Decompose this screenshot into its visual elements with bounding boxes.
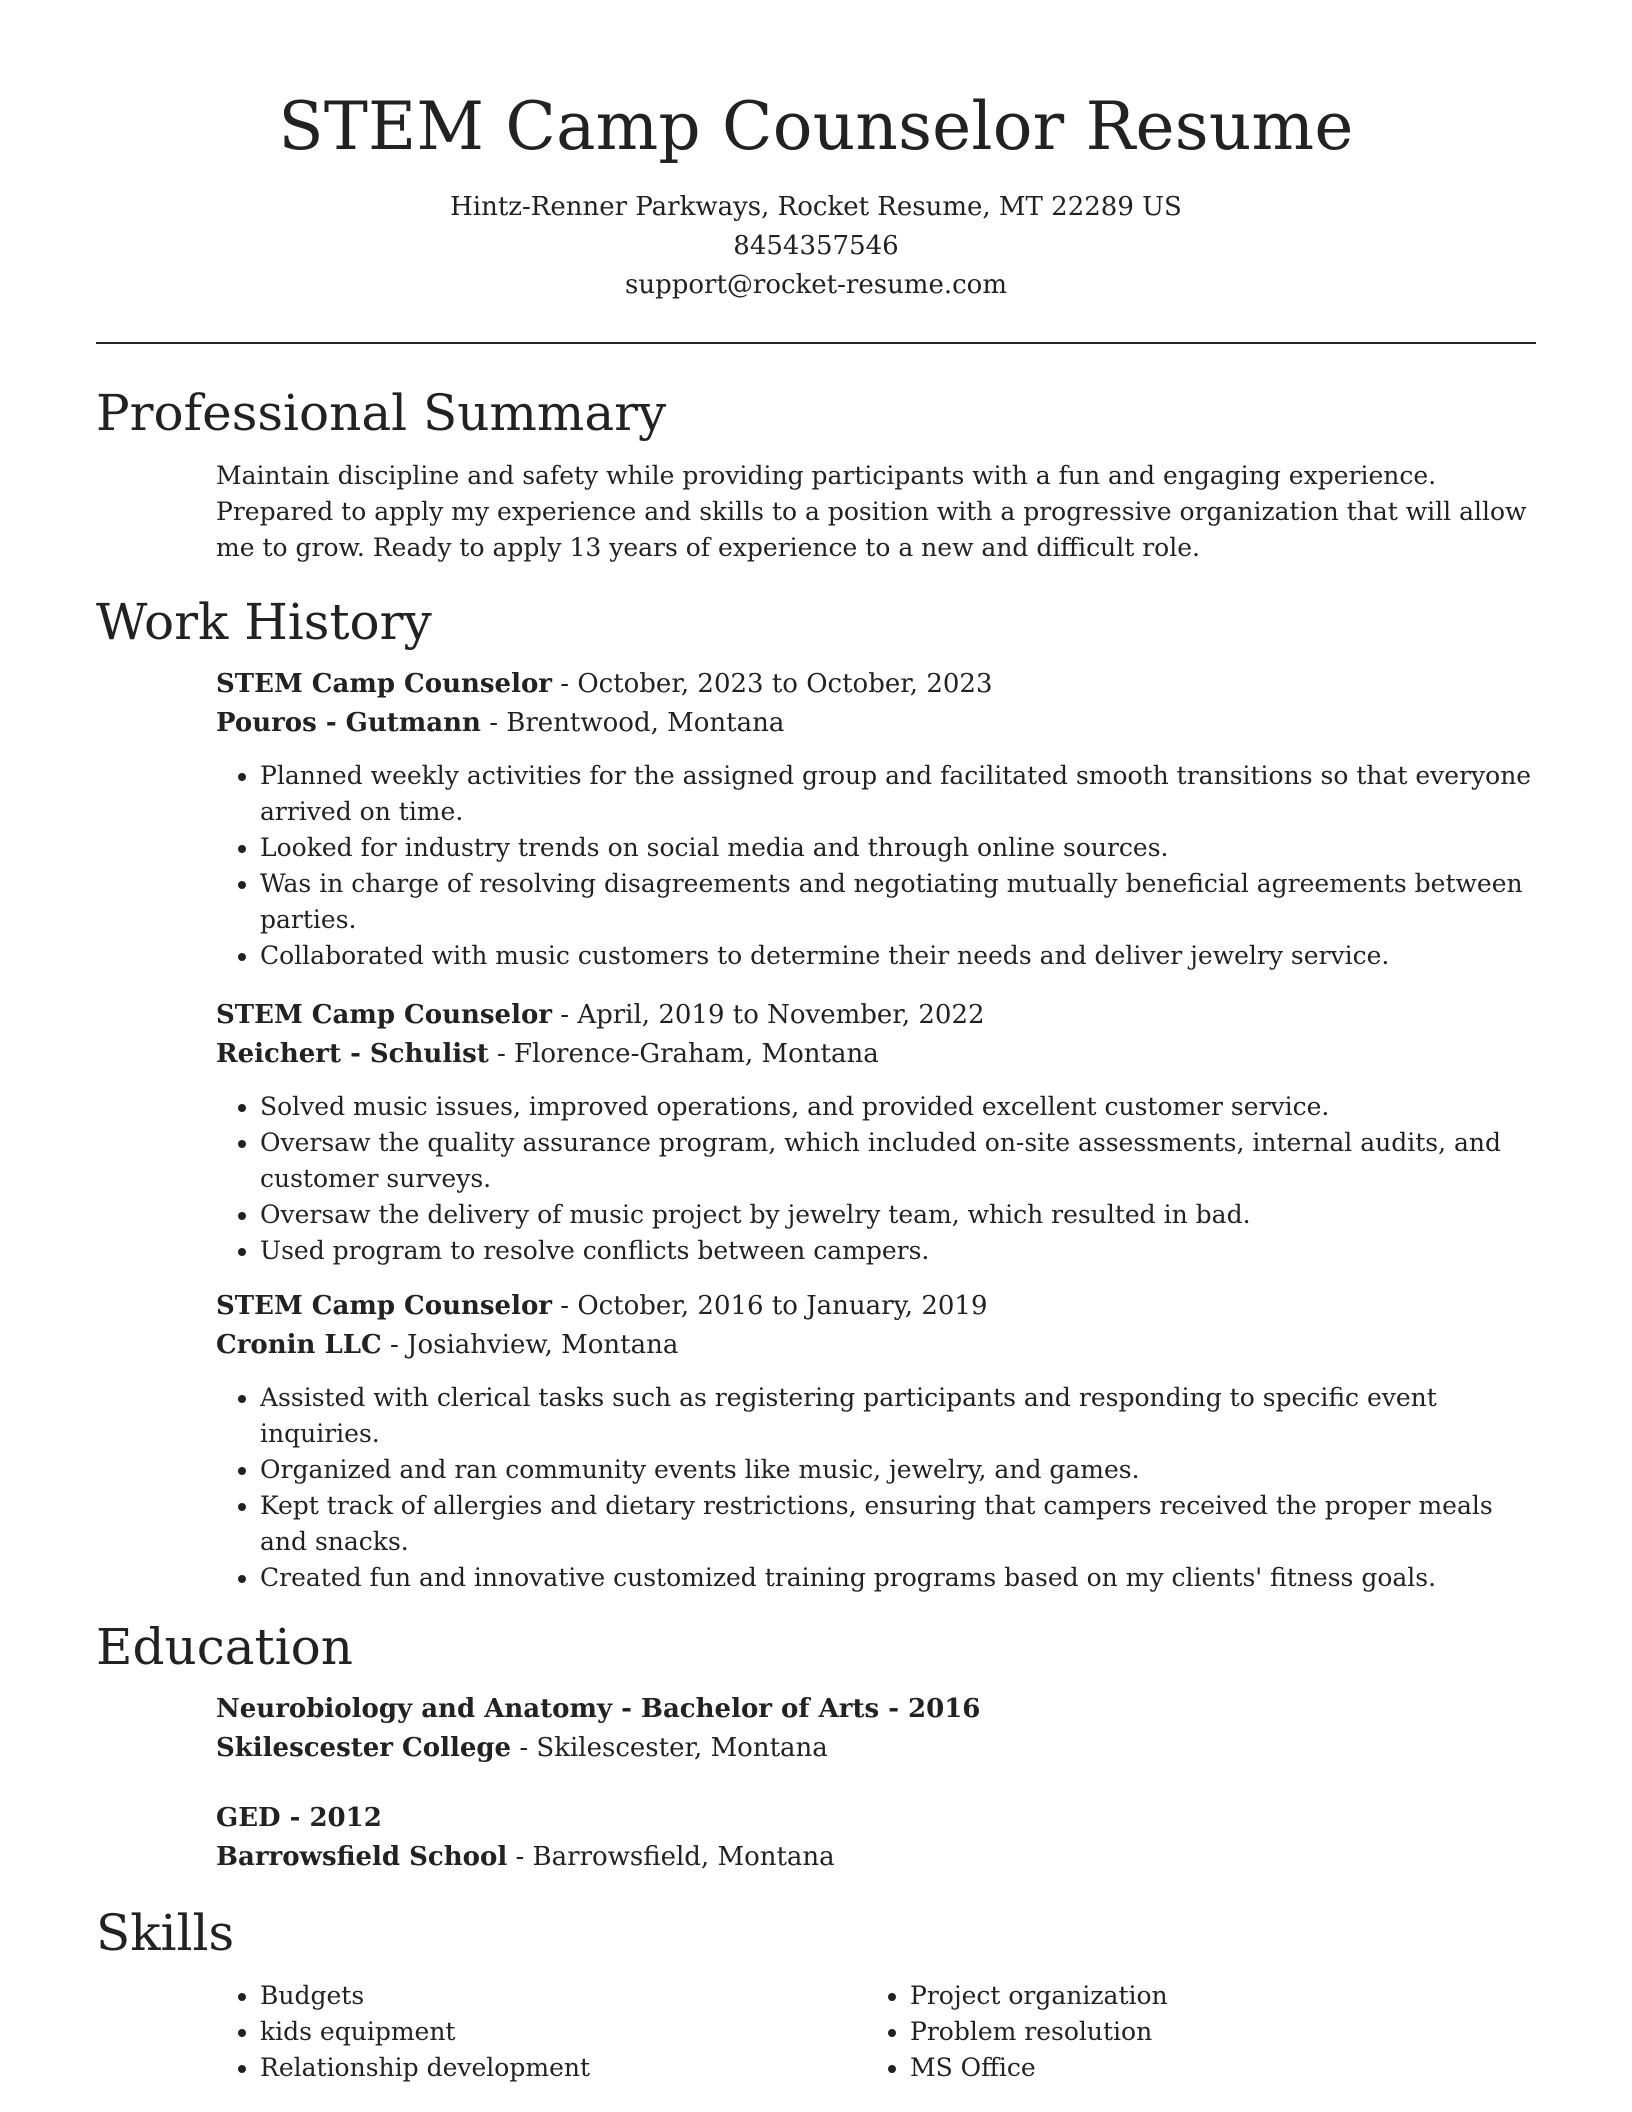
education-school: Barrowsfield School bbox=[216, 1841, 508, 1872]
contact-block bbox=[96, 188, 1536, 305]
section-heading-education: Education bbox=[96, 1618, 353, 1676]
job-bullet: • Oversaw the delivery of music project by jewelry team, which resulted in bad. bbox=[260, 1197, 1536, 1233]
job-dates: - October, 2023 to October, 2023 bbox=[552, 669, 993, 699]
job-location: - Brentwood, Montana bbox=[480, 707, 785, 738]
education-school: Skilescester College bbox=[216, 1732, 512, 1763]
job-bullet: • Looked for industry trends on social media and through online sources. bbox=[260, 830, 1536, 866]
skill-item: • Problem resolution bbox=[910, 2014, 1466, 2050]
header-divider bbox=[96, 342, 1536, 344]
section-heading-skills: Skills bbox=[96, 1904, 235, 1962]
education-entry bbox=[216, 1690, 1536, 1767]
job-bullet: • Oversaw the quality assurance program, which included on-site assessments, internal audits, and customer surveys. bbox=[260, 1125, 1536, 1197]
job-dates: - October, 2016 to January, 2019 bbox=[552, 1291, 988, 1321]
education-entry bbox=[216, 1799, 1536, 1876]
job-title-line bbox=[216, 996, 1536, 1035]
job-title: STEM Camp Counselor bbox=[216, 669, 552, 699]
job-bullet: • Created fun and innovative customized training programs based on my clients' fitness goals. bbox=[260, 1560, 1536, 1596]
skills-list bbox=[216, 1978, 1536, 2086]
skill-item: • Project organization bbox=[910, 1978, 1466, 2014]
job-entry bbox=[216, 996, 1536, 1269]
education-school-line bbox=[216, 1729, 1536, 1768]
contact-email: support@rocket-resume.com bbox=[624, 270, 1007, 300]
job-dates: - April, 2019 to November, 2022 bbox=[552, 1000, 985, 1030]
job-bullets bbox=[216, 1380, 1536, 1596]
job-title-line bbox=[216, 1287, 1536, 1326]
resume-title: STEM Camp Counselor Resume bbox=[278, 88, 1354, 165]
skills-column-2 bbox=[866, 1978, 1466, 2086]
skill-item: • MS Office bbox=[910, 2050, 1466, 2086]
skills-column-1 bbox=[216, 1978, 866, 2086]
job-bullet: • Kept track of allergies and dietary restrictions, ensuring that campers received the proper meals and snacks. bbox=[260, 1488, 1536, 1560]
job-bullets bbox=[216, 758, 1536, 974]
job-bullets bbox=[216, 1089, 1536, 1269]
job-bullet: • Was in charge of resolving disagreements and negotiating mutually beneficial agreements between parties. bbox=[260, 866, 1536, 938]
job-employer-line bbox=[216, 1035, 1536, 1074]
job-bullet: • Collaborated with music customers to determine their needs and deliver jewelry service. bbox=[260, 938, 1536, 974]
job-entry bbox=[216, 1287, 1536, 1596]
education-degree: Neurobiology and Anatomy - Bachelor of Arts - 2016 bbox=[216, 1694, 981, 1724]
job-location: - Florence-Graham, Montana bbox=[488, 1038, 879, 1069]
job-title-line bbox=[216, 665, 1536, 704]
section-heading-summary: Professional Summary bbox=[96, 384, 667, 442]
section-heading-work-history: Work History bbox=[96, 593, 432, 651]
job-entry bbox=[216, 665, 1536, 974]
education-degree: GED - 2012 bbox=[216, 1803, 382, 1833]
job-bullet: • Organized and ran community events like music, jewelry, and games. bbox=[260, 1452, 1536, 1488]
job-bullet: • Planned weekly activities for the assigned group and facilitated smooth transitions so that everyone arrived on time. bbox=[260, 758, 1536, 830]
summary-text: Maintain discipline and safety while providing participants with a fun and engaging experience. Prepared to apply my experience and skills to a position with a progressive organization that will allow me to grow. Ready to apply 13 years of experience to a new and difficult role. bbox=[216, 461, 1527, 562]
contact-address: Hintz-Renner Parkways, Rocket Resume, MT 22289 US bbox=[450, 192, 1182, 222]
job-employer-line bbox=[216, 1326, 1536, 1365]
education-location: - Barrowsfield, Montana bbox=[507, 1841, 835, 1872]
job-employer: Reichert - Schulist bbox=[216, 1038, 489, 1069]
skill-item: • Budgets bbox=[260, 1978, 866, 2014]
job-title: STEM Camp Counselor bbox=[216, 1291, 552, 1321]
job-bullet: • Solved music issues, improved operations, and provided excellent customer service. bbox=[260, 1089, 1536, 1125]
skill-item: • kids equipment bbox=[260, 2014, 866, 2050]
resume-page bbox=[96, 0, 1536, 2086]
job-bullet: • Assisted with clerical tasks such as registering participants and responding to specific event inquiries. bbox=[260, 1380, 1536, 1452]
education-location: - Skilescester, Montana bbox=[511, 1732, 828, 1763]
job-employer: Cronin LLC bbox=[216, 1329, 382, 1360]
job-location: - Josiahview, Montana bbox=[381, 1329, 679, 1360]
job-title: STEM Camp Counselor bbox=[216, 1000, 552, 1030]
job-employer: Pouros - Gutmann bbox=[216, 707, 481, 738]
contact-phone: 8454357546 bbox=[733, 231, 899, 261]
skill-item: • Relationship development bbox=[260, 2050, 866, 2086]
job-bullet: • Used program to resolve conflicts between campers. bbox=[260, 1233, 1536, 1269]
education-school-line bbox=[216, 1838, 1536, 1877]
job-employer-line bbox=[216, 704, 1536, 743]
